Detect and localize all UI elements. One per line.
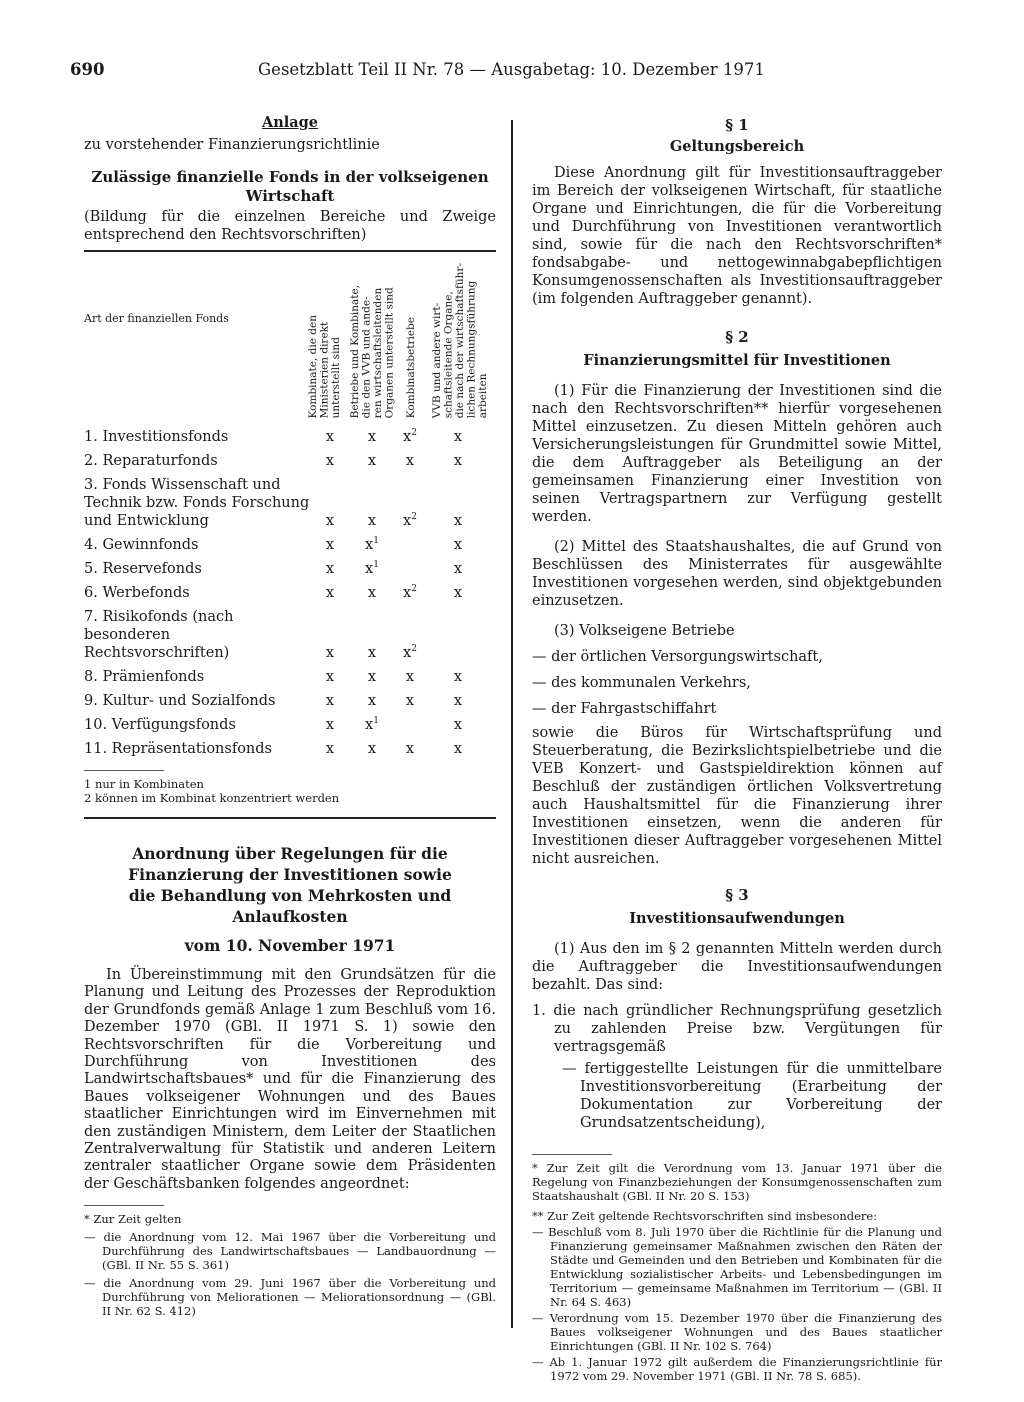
page-number: 690 [70,60,105,79]
table-cell-mark [400,584,420,602]
table-cell-mark [320,692,340,710]
table-header-row [84,252,496,424]
column-header-1: Kombinate, die den Ministerien direkt unterstellt sind [307,314,342,418]
left-footnote-rule [84,1205,164,1206]
table-row [84,668,496,686]
mark-text: x [453,585,463,601]
section-3-title: Investitionsaufwendungen [629,910,845,927]
right-footnote-2-list [532,1225,942,1383]
mark-text: x [453,453,463,469]
table-cell-mark [362,716,382,734]
right-footnote-2-item: — Beschluß vom 8. Juli 1970 über die Richtlinie für die Planung und Finanzierung gemeinsamer Maßnahmen zwischen den Räten der Städte und Gemeinden und den Betrieben und Kombinaten für die Entwicklung sozialistischer Arbeits- und Lebensbedingungen im Territorium — gemeinsame Maßnahmen im Territorium — (GBl. II Nr. 64 S. 463) [532,1225,942,1309]
table-row [84,428,496,446]
fonds-label: 3. Fonds Wissenschaft und Technik bzw. Fonds Forschung und Entwicklung [84,477,310,529]
right-footnote-2-item: — Verordnung vom 15. Dezember 1970 über die Finanzierung des Baues volkseigener Wohnungen und des Baues staatlicher Einrichtungen (GBl. II Nr. 102 S. 764) [532,1311,942,1353]
table-cell-mark [320,536,340,554]
right-footnote-2-head: ** Zur Zeit geltende Rechtsvorschriften sind insbesondere: [532,1209,878,1223]
mark-text: x [367,429,377,445]
mark-text: x [325,585,335,601]
mark-text: x [325,513,335,529]
section-2-para-2: (2) Mittel des Staatshaushaltes, die auf Grund von Beschlüssen des Ministerrates für ausgewählte Investitionen vorgesehen werden, sind objektgebunden einzusetzen. [532,539,942,609]
running-title: Gesetzblatt Teil II Nr. 78 — Ausgabetag: 10. Dezember 1971 [258,60,765,79]
table-cell-mark [400,644,420,662]
table-cell-mark [400,452,420,470]
mark-footnote-ref: 1 [373,560,379,571]
fonds-label: 4. Gewinnfonds [84,537,199,553]
mark-text: x [453,561,463,577]
mark-text: x [453,741,463,757]
fonds-label: 6. Werbefonds [84,585,190,601]
mark-text: x [405,693,415,709]
fonds-heading: Zulässige finanzielle Fonds in der volkseigenen Wirtschaft [91,168,489,205]
anlage-title: Anlage [261,114,319,131]
mark-text: x [453,537,463,553]
mark-text: x [325,669,335,685]
table-cell-mark [400,512,420,530]
page-header [70,60,970,86]
table-cell-mark [362,452,382,470]
table-footnote-1: 1 nur in Kombinaten [84,777,204,791]
mark-text: x [325,561,335,577]
table-cell-mark [320,584,340,602]
table-cell-mark [362,692,382,710]
table-cell-mark [400,428,420,446]
mark-text: x [325,717,335,733]
mark-text: x [405,453,415,469]
table-body [84,428,496,758]
table-cell-mark [320,668,340,686]
section-3-item-1-dash: — fertiggestellte Leistungen für die unmittelbare Investitionsvorbereitung (Erarbeitung der Dokumentation zur Vorbereitung der Grundsatzentscheidung), [562,1061,942,1131]
mark-text: x [453,693,463,709]
table-row [84,740,496,758]
mark-footnote-ref: 2 [411,512,417,523]
column-header-3: Kombinatsbetriebe [405,316,417,418]
mark-text: x [367,693,377,709]
column-divider [511,120,513,1328]
table-cell-mark [320,452,340,470]
section-2-para-3: (3) Volkseigene Betriebe [554,623,735,639]
mark-footnote-ref: 1 [373,536,379,547]
mark-text: x [367,585,377,601]
mark-text: x [325,453,335,469]
intro-paragraph: In Übereinstimmung mit den Grundsätzen für die Planung und Leitung des Prozesses der Reproduktion der Grundfonds gemäß Anlage 1 zum Beschluß vom 16. Dezember 1970 (GBl. II 1971 S. 1) sowie den Rechtsvorschriften für die Vorbereitung und Durchführung von Investitionen des Landwirtschaftsbaues* und für die Finanzierung des Baues volkseigener Wohnungen und des Baues staatlicher Einrichtungen wird im Einvernehmen mit den zuständigen Ministern, dem Leiter der Staatlichen Zentralverwaltung für Statistik und anderen Leitern zentraler staatlicher Organe sowie dem Präsidenten der Geschäftsbanken folgendes angeordnet: [84,967,496,1192]
table-cell-mark [362,512,382,530]
table-cell-mark [448,584,468,602]
table-cell-mark [448,716,468,734]
table-cell-mark [362,428,382,446]
table-cell-mark [362,560,382,578]
mark-text: x [453,669,463,685]
section-2-para-1: (1) Für die Finanzierung der Investitionen sind die nach den Rechtsvorschriften** hierfür vorgesehenen Mittel einzusetzen. Zu diesen Mitteln gehören auch Versicherungsleistungen für Grundmittel sowie Mittel, die dem Auftraggeber als Beteiligung an der gemeinsamen Finanzierung einer Investition von seinen Vertragspartnern zur Verfügung gestellt werden. [532,383,942,525]
mark-text: x [367,453,377,469]
table-cell-mark [320,428,340,446]
table-cell-mark [362,536,382,554]
table-row [84,452,496,470]
table-row [84,560,496,578]
mark-text: x [325,537,335,553]
fonds-note: (Bildung für die einzelnen Bereiche und Zweige entsprechend den Rechtsvorschriften) [84,209,496,243]
fonds-table [84,252,496,805]
fonds-label: 10. Verfügungsfonds [84,717,236,733]
fonds-label: 5. Reservefonds [84,561,202,577]
right-footnote-1: * Zur Zeit gilt die Verordnung vom 13. Januar 1971 über die Regelung von Finanzbeziehungen der Konsumgenossenschaften zum Staatshaushalt (GBl. II Nr. 20 S. 153) [532,1161,942,1203]
table-cell-mark [448,740,468,758]
anordnung-title: Anordnung über Regelungen für die Finanzierung der Investitionen sowie die Behandlung von Mehrkosten und Anlaufkosten [128,844,452,926]
mark-text: x [403,513,412,529]
table-cell-mark [448,692,468,710]
mark-text: x [365,561,374,577]
column-header-4: VVB und andere wirt- schaftsleitende Organe, die nach der wirtschaftsführ- lichen Rechnungsführung arbeiten [431,262,489,418]
mark-text: x [453,429,463,445]
mark-text: x [367,513,377,529]
mark-text: x [403,645,412,661]
fonds-label: 8. Prämienfonds [84,669,205,685]
mark-text: x [365,537,374,553]
mark-text: x [325,429,335,445]
mark-text: x [365,717,374,733]
table-cell-mark [362,668,382,686]
table-row [84,536,496,554]
fonds-label: 2. Reparaturfonds [84,453,218,469]
footnote-rule [84,770,164,771]
mark-text: x [367,741,377,757]
fonds-label: 1. Investitionsfonds [84,429,229,445]
mark-footnote-ref: 2 [411,644,417,655]
table-cell-mark [400,740,420,758]
table-cell-mark [448,560,468,578]
table-footnote-2: 2 können im Kombinat konzentriert werden [84,791,340,805]
section-2-title: Finanzierungsmittel für Investitionen [583,352,891,369]
section-3-para-1: (1) Aus den im § 2 genannten Mitteln werden durch die Auftraggeber die Investitionsaufwendungen bezahlt. Das sind: [532,941,942,993]
mark-text: x [403,585,412,601]
table-cell-mark [362,644,382,662]
mark-text: x [367,645,377,661]
section-2-para-3b: sowie die Büros für Wirtschaftsprüfung und Steuerberatung, die Bezirkslichtspielbetriebe und die VEB Konzert- und Gastspieldirektion können auf Beschluß der zuständigen örtlichen Volksvertretung auch Haushaltsmittel für die Finanzierung ihrer Investitionen einsetzen, wenn die anderen für Investitionen dieser Auftraggeber vorgesehenen Mittel nicht ausreichen. [532,725,942,867]
left-column [84,114,496,1318]
table-cell-mark [320,716,340,734]
table-cell-mark [400,668,420,686]
table-cell-mark [448,668,468,686]
table-cell-mark [320,560,340,578]
table-cell-mark [320,512,340,530]
section-3-number: § 3 [725,886,749,904]
mark-footnote-ref: 1 [373,716,379,727]
left-footnote-2: — die Anordnung vom 29. Juni 1967 über die Vorbereitung und Durchführung von Meliorationen — Meliorationsordnung — (GBl. II Nr. 62 S. 412) [84,1276,496,1319]
section-3-item-1: 1. die nach gründlicher Rechnungsprüfung gesetzlich zu zahlenden Preise bzw. Vergütungen für vertragsgemäß [532,1003,942,1055]
table-cell-mark [362,740,382,758]
table-row [84,716,496,734]
section-1-number: § 1 [725,116,749,134]
section-rule [84,817,496,819]
right-footnote-rule [532,1154,612,1155]
mark-text: x [325,741,335,757]
table-cell-mark [448,536,468,554]
table-row [84,692,496,710]
section-2-dash-3: — der Fahrgastschiffahrt [532,701,717,717]
mark-text: x [405,741,415,757]
right-footnote-2-item: — Ab 1. Januar 1972 gilt außerdem die Finanzierungsrichtlinie für 1972 vom 29. November 1971 (GBl. II Nr. 78 S. 685). [532,1355,942,1383]
mark-text: x [367,669,377,685]
fonds-label: 11. Repräsentationsfonds [84,741,272,757]
fonds-label: 7. Risikofonds (nach besonderen Rechtsvorschriften) [84,609,234,661]
anlage-subtitle: zu vorstehender Finanzierungsrichtlinie [84,137,380,153]
table-cell-mark [320,644,340,662]
mark-footnote-ref: 2 [411,584,417,595]
table-cell-mark [448,428,468,446]
table-row [84,608,496,662]
mark-text: x [453,513,463,529]
table-cell-mark [448,512,468,530]
table-row [84,584,496,602]
table-cell-mark [320,740,340,758]
mark-text: x [325,645,335,661]
fonds-label: 9. Kultur- und Sozialfonds [84,693,276,709]
mark-text: x [403,429,412,445]
section-2-number: § 2 [725,328,749,346]
mark-text: x [405,669,415,685]
mark-footnote-ref: 2 [411,428,417,439]
section-1-text: Diese Anordnung gilt für Investitionsauftraggeber im Bereich der volkseigenen Wirtschaft, für staatliche Organe und Einrichtungen, die für die Vorbereitung und Durchführung von Investitionen verantwortlich sind, sowie für die nach den Rechtsvorschriften* fondsabgabe- und nettogewinnabgabepflichtigen Konsumgenossenschaften als Investitionsauftraggeber (im folgenden Auftraggeber genannt). [532,165,942,307]
mark-text: x [325,693,335,709]
section-2-dash-2: — des kommunalen Verkehrs, [532,675,751,691]
section-1-title: Geltungsbereich [669,138,805,155]
left-footnote-head: * Zur Zeit gelten [84,1212,182,1227]
table-first-header: Art der finanziellen Fonds [84,312,229,325]
left-footnote-1: — die Anordnung vom 12. Mai 1967 über die Vorbereitung und Durchführung des Landwirtschaftsbaues — Landbauordnung — (GBl. II Nr. 55 S. 361) [84,1230,496,1273]
mark-text: x [453,717,463,733]
table-cell-mark [448,452,468,470]
table-row [84,476,496,530]
table-cell-mark [400,692,420,710]
column-header-2: Betriebe und Kombinate, die den VVB und ande- ren wirtschaftsleitenden Organen unterstellt sind [349,284,396,418]
table-cell-mark [362,584,382,602]
section-2-dash-1: — der örtlichen Versorgungswirtschaft, [532,649,823,665]
anordnung-date: vom 10. November 1971 [184,936,396,955]
right-column [532,114,942,1383]
